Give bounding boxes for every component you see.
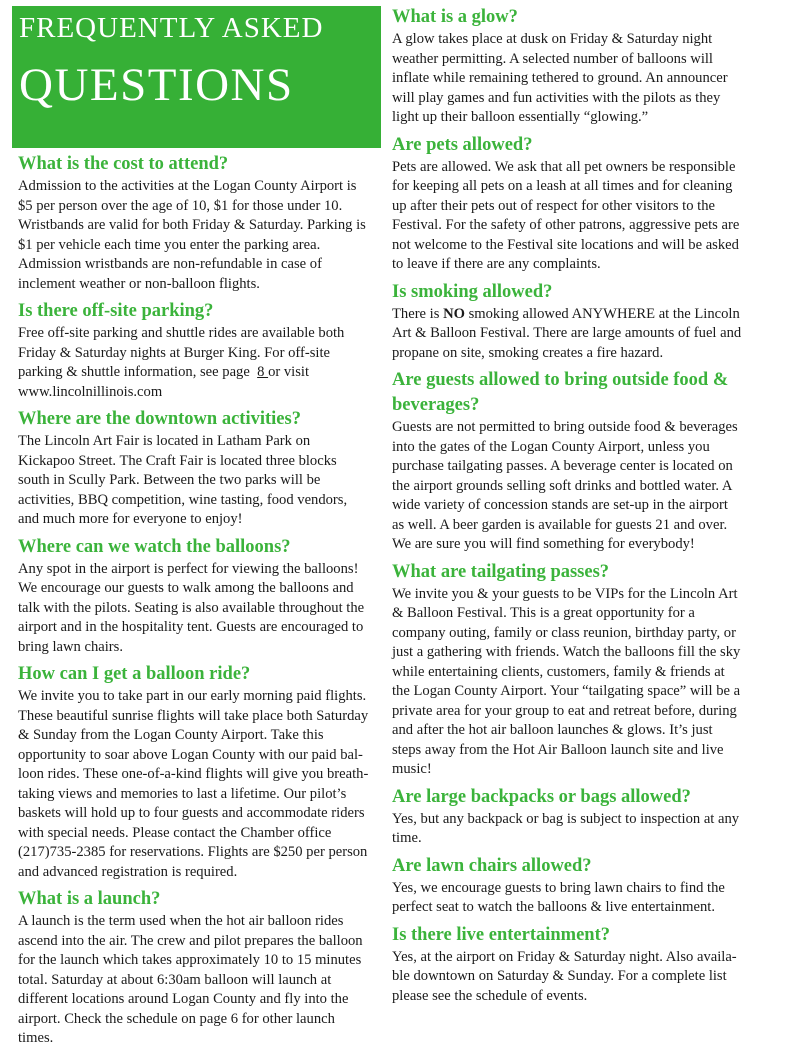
answer-line: purchase tailgating passes. A beverage center is located on: [392, 458, 733, 474]
answer-line: $1 per vehicle each time you enter the parking area.: [18, 236, 321, 253]
answer-line: baskets will hold up to four guests and accommodate riders: [18, 805, 365, 821]
answer-line: up after their pets out of respect for other visitors to the: [392, 197, 715, 214]
answer-line: activities, BBQ competition, wine tasting, food vendors,: [18, 491, 348, 508]
right-column: [392, 5, 787, 1011]
faq-question-continued: beverages?: [392, 395, 480, 415]
answer-line: weather permitting. A selected number of balloons will: [392, 50, 713, 67]
faq-section: [392, 368, 787, 555]
faq-section: [18, 299, 380, 402]
answer-line: Art & Balloon Festival. There are large amounts of fuel and: [392, 325, 742, 341]
answer-line: perfect seat to watch the balloons & live entertainment.: [392, 899, 715, 915]
answer-line: not welcome to the Festival site locations and will be asked: [392, 236, 739, 253]
answer-line: will play games and fun activities with the pilots as they: [392, 89, 721, 106]
answer-line: airport and in the hospitality tent. Guests are encouraged to: [18, 619, 364, 635]
answer-line: We invite you to take part in our early morning paid flights.: [18, 688, 367, 704]
faq-question: Are pets allowed?: [392, 134, 533, 155]
answer-line: Free off-site parking and shuttle rides are available both: [18, 325, 345, 341]
answer-line: with special needs. Please contact the Chamber office: [18, 824, 332, 841]
answer-line: talk with the pilots. Seating is also available throughout the: [18, 599, 365, 616]
answer-line: & Balloon Festival. This is a great opportunity for a: [392, 605, 695, 621]
faq-question: Is smoking allowed?: [392, 281, 553, 302]
answer-line: These beautiful sunrise flights will take place both Saturday: [18, 707, 369, 724]
answer-line: Guests are not permitted to bring outside food & beverages: [392, 419, 738, 435]
faq-question: What is a glow?: [392, 7, 518, 27]
answer-line: Admission to the activities at the Logan County Airport is: [18, 178, 357, 194]
answer-line: Admission wristbands are non-refundable in case of: [18, 256, 322, 272]
answer-line: The Lincoln Art Fair is located in Latham Park on: [18, 433, 311, 449]
faq-question: What are tailgating passes?: [392, 561, 610, 582]
answer-line: and advanced registration is required.: [18, 863, 238, 880]
text-segment: parking & shuttle information, see page: [18, 364, 258, 380]
answer-line: [392, 305, 787, 325]
answer-line: Friday & Saturday nights at Burger King. For off-site: [18, 344, 330, 361]
faq-section: [392, 133, 787, 275]
answer-line: to leave if there are any complaints.: [392, 256, 601, 272]
faq-section: [18, 662, 380, 882]
answer-line: propane on site, smoking creates a fire hazard.: [392, 344, 664, 361]
answer-line: opportunity to soar above Logan County with our paid bal-: [18, 746, 363, 763]
answer-line: the airport grounds selling soft drinks and bottled water. A: [392, 477, 733, 494]
answer-line: different locations around Logan County and fly into the: [18, 991, 349, 1007]
answer-line: ble downtown on Saturday & Sunday. For a complete list: [392, 968, 727, 984]
answer-line: and after the hot air balloon launches & glows. It’s just: [392, 722, 713, 738]
answer-line: bring lawn chairs.: [18, 638, 123, 655]
answer-line: time.: [392, 830, 422, 846]
answer-line: into the gates of the Logan County Airport, unless you: [392, 438, 710, 455]
answer-line: as well. A beer garden is available for guests 21 and over.: [392, 516, 728, 533]
answer-line: light up their balloon essentially “glowing.”: [392, 109, 649, 125]
answer-line: and much more for everyone to enjoy!: [18, 511, 243, 527]
faq-question: Are guests allowed to bring outside food &: [392, 370, 729, 390]
answer-line: Festival. For the safety of other patrons, aggressive pets are: [392, 217, 740, 233]
answer-line: airport. Check the schedule on page 6 for other launch: [18, 1010, 335, 1027]
answer-line: Any spot in the airport is perfect for viewing the balloons!: [18, 560, 359, 577]
answer-line: for keeping all pets on a leash at all times and for cleaning: [392, 178, 733, 194]
answer-line: $5 per person over the age of 10, $1 for those under 10.: [18, 197, 343, 214]
answer-line: & Sunday from the Logan County Airport. Take this: [18, 727, 324, 743]
answer-line: the Logan County Airport. Your “tailgating space” will be a: [392, 683, 741, 699]
faq-section: [392, 785, 787, 849]
answer-line: A glow takes place at dusk on Friday & Saturday night: [392, 31, 713, 47]
banner-title-line2: QUESTIONS: [19, 59, 294, 111]
faq-question: What is a launch?: [18, 889, 161, 909]
answer-line: music!: [392, 761, 432, 777]
answer-line: We encourage our guests to walk among the balloons and: [18, 580, 354, 596]
answer-line: steps away from the Hot Air Balloon launch site and live: [392, 741, 724, 758]
emphasis: NO: [443, 305, 465, 322]
faq-question: Are large backpacks or bags allowed?: [392, 786, 691, 807]
answer-line: Pets are allowed. We ask that all pet owners be responsible: [392, 158, 736, 175]
faq-section: [18, 152, 380, 294]
faq-section: [18, 407, 380, 530]
faq-question: Is there live entertainment?: [392, 924, 611, 945]
faq-question: Where are the downtown activities?: [18, 409, 301, 429]
faq-section: [392, 854, 787, 918]
answer-line: private area for your group to eat and retreat before, during: [392, 702, 737, 719]
faq-question: Are lawn chairs allowed?: [392, 855, 592, 876]
faq-section: [392, 560, 787, 780]
faq-section: [18, 535, 380, 658]
answer-line: [18, 363, 380, 383]
text-segment: There is: [392, 305, 444, 322]
answer-line: Kickapoo Street. The Craft Fair is located three blocks: [18, 452, 337, 469]
answer-line: please see the schedule of events.: [392, 987, 588, 1004]
banner-title-line1: FREQUENTLY ASKED: [19, 12, 324, 44]
answer-line: south in Scully Park. Between the two parks will be: [18, 472, 321, 488]
answer-line: Yes, but any backpack or bag is subject to inspection at any: [392, 810, 740, 827]
text-segment: or visit: [268, 364, 310, 380]
answer-line: www.lincolnillinois.com: [18, 383, 163, 400]
faq-section: [18, 887, 380, 1049]
answer-line: Yes, at the airport on Friday & Saturday night. Also availa-: [392, 948, 737, 965]
faq-question: Where can we watch the balloons?: [18, 536, 291, 557]
answer-line: inflate while remaining tethered to ground. An announcer: [392, 70, 728, 86]
faq-banner: [12, 6, 381, 148]
answer-line: company outing, family or class reunion, birthday party, or: [392, 624, 736, 641]
answer-line: loon rides. These one-of-a-kind flights will give you breath-: [18, 766, 369, 782]
text-segment: smoking allowed ANYWHERE at the Lincoln: [464, 305, 740, 322]
answer-line: just a gathering with friends. Watch the balloons fill the sky: [392, 644, 741, 660]
faq-question: How can I get a balloon ride?: [18, 664, 251, 684]
faq-section: [392, 280, 787, 364]
answer-line: A launch is the term used when the hot air balloon rides: [18, 913, 344, 929]
answer-line: taking views and memories to last a lifetime. Our pilot’s: [18, 785, 347, 802]
faq-question: What is the cost to attend?: [18, 154, 229, 174]
faq-section: [392, 5, 787, 128]
answer-line: We invite you & your guests to be VIPs for the Lincoln Art: [392, 585, 738, 602]
left-column: [18, 152, 380, 1054]
answer-line: We are sure you will find something for everybody!: [392, 536, 695, 552]
answer-line: Wristbands are valid for both Friday & Saturday. Parking is: [18, 217, 366, 233]
answer-line: (217)735-2385 for reservations. Flights are $250 per person: [18, 844, 368, 860]
faq-question: Is there off-site parking?: [18, 301, 214, 321]
faq-section: [392, 923, 787, 1007]
answer-line: total. Saturday at about 6:30am balloon will launch at: [18, 971, 332, 988]
answer-line: inclement weather or non-balloon flights.: [18, 275, 260, 292]
answer-line: for the launch which takes approximately 10 to 15 minutes: [18, 952, 362, 968]
answer-line: Yes, we encourage guests to bring lawn chairs to find the: [392, 879, 725, 896]
page-reference: 8: [257, 364, 269, 380]
answer-line: while entertaining clients, customers, family & friends at: [392, 663, 725, 680]
answer-line: times.: [18, 1030, 54, 1046]
answer-line: ascend into the air. The crew and pilot prepares the balloon: [18, 932, 363, 949]
answer-line: wide variety of concession stands are set-up in the airport: [392, 497, 728, 513]
